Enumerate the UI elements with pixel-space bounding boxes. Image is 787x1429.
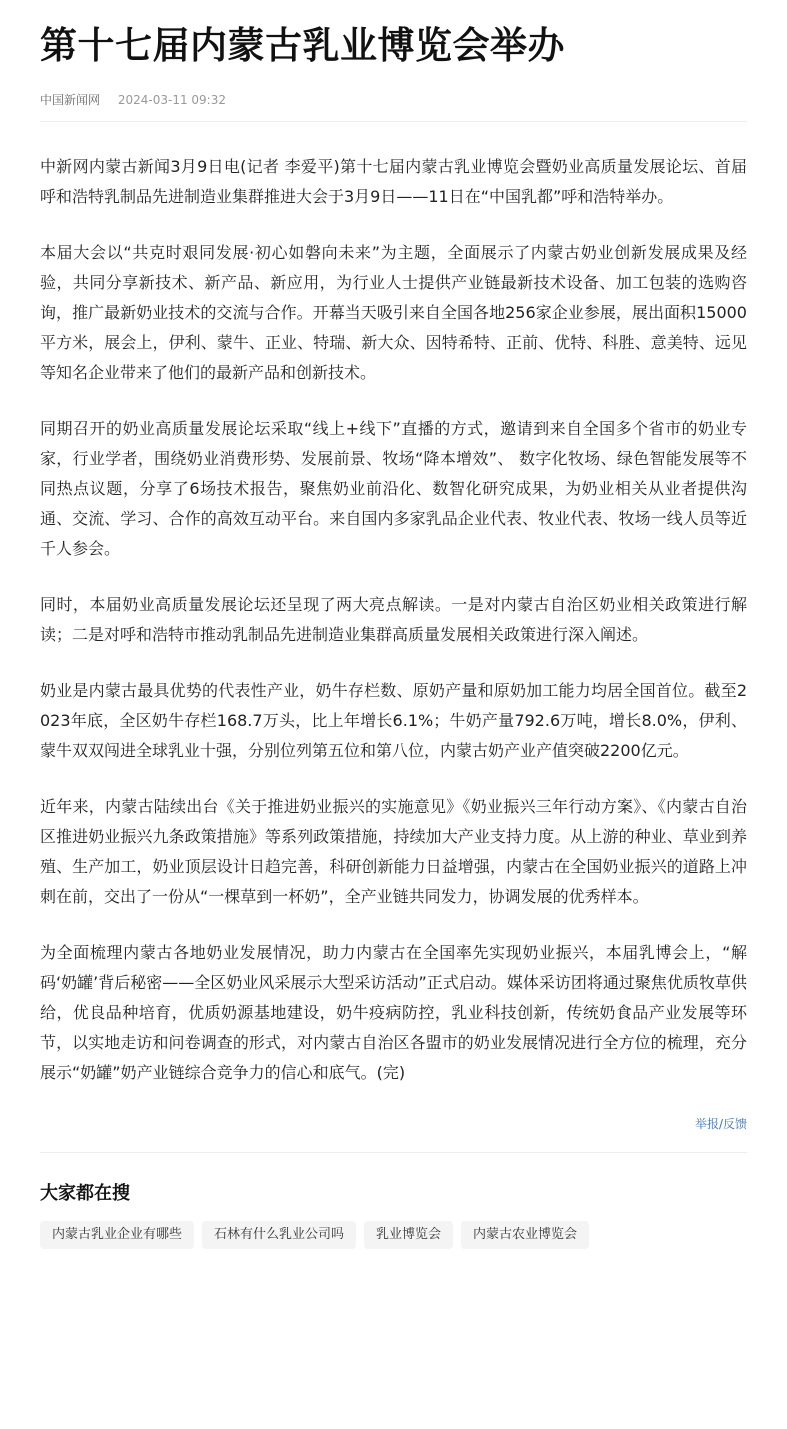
article-paragraph: 奶业是内蒙古最具优势的代表性产业，奶牛存栏数、原奶产量和原奶加工能力均居全国首位。截至2023年底，全区奶牛存栏168.7万头，比上年增长6.1%；牛奶产量792.6万吨，增长8.0%，伊利、蒙牛双双闯进全球乳业十强，分别位列第五位和第八位，内蒙古奶产业产值突破2200亿元。	[40, 681, 747, 760]
article-paragraph: 本届大会以“共克时艰同发展·初心如磐向未来”为主题，全面展示了内蒙古奶业创新发展成果及经验，共同分享新技术、新产品、新应用，为行业人士提供产业链最新技术设备、加工包装的选购咨询，推广最新奶业技术的交流与合作。开幕当天吸引来自全国各地256家企业参展，展出面积15000平方米，展会上，伊利、蒙牛、正业、特瑞、新大众、因特希特、正前、优特、科胜、意美特、远见等知名企业带来了他们的最新产品和创新技术。	[40, 243, 747, 382]
related-search-tags	[40, 1221, 747, 1249]
article-paragraph: 同期召开的奶业高质量发展论坛采取“线上+线下”直播的方式，邀请到来自全国多个省市的奶业专家，行业学者，围绕奶业消费形势、发展前景、牧场“降本增效”、 数字化牧场、绿色智能发展等不同热点议题，分享了6场技术报告，聚焦奶业前沿化、数智化研究成果，为奶业相关从业者提供沟通、交流、学习、合作的高效互动平台。来自国内多家乳品企业代表、牧业代表、牧场一线人员等近千人参会。	[40, 419, 747, 558]
article-datetime: 2024-03-11 09:32	[117, 93, 226, 107]
article-title: 第十七届内蒙古乳业博览会举办	[40, 24, 565, 67]
article-paragraph: 同时，本届奶业高质量发展论坛还呈现了两大亮点解读。一是对内蒙古自治区奶业相关政策进行解读；二是对呼和浩特市推动乳制品先进制造业集群高质量发展相关政策进行深入阐述。	[40, 595, 747, 644]
article-paragraph: 中新网内蒙古新闻3月9日电(记者 李爱平)第十七届内蒙古乳业博览会暨奶业高质量发展论坛、首届呼和浩特乳制品先进制造业集群推进大会于3月9日——11日在“中国乳都”呼和浩特举办。	[40, 157, 747, 206]
search-tag[interactable]: 乳业博览会	[364, 1221, 453, 1249]
article-meta	[40, 90, 747, 110]
title-divider	[40, 121, 747, 122]
report-row	[40, 1114, 747, 1134]
article-paragraph: 近年来，内蒙古陆续出台《关于推进奶业振兴的实施意见》《奶业振兴三年行动方案》、《内蒙古自治区推进奶业振兴九条政策措施》等系列政策措施，持续加大产业支持力度。从上游的种业、草业到养殖、生产加工，奶业顶层设计日趋完善，科研创新能力日益增强，内蒙古在全国奶业振兴的道路上冲刺在前，交出了一份从“一棵草到一杯奶”，全产业链共同发力，协调发展的优秀样本。	[40, 797, 747, 906]
search-tag[interactable]: 石林有什么乳业公司吗	[202, 1221, 356, 1249]
search-tag[interactable]: 内蒙古乳业企业有哪些	[40, 1221, 194, 1249]
related-search-title: 大家都在搜	[40, 1183, 130, 1204]
article-paragraph: 为全面梳理内蒙古各地奶业发展情况，助力内蒙古在全国率先实现奶业振兴，本届乳博会上，“解码‘奶罐’背后秘密——全区奶业风采展示大型采访活动”正式启动。媒体采访团将通过聚焦优质牧草供给，优良品种培育，优质奶源基地建设，奶牛疫病防控，乳业科技创新，传统奶食品产业发展等环节，以实地走访和问卷调查的形式，对内蒙古自治区各盟市的奶业发展情况进行全方位的梳理，充分展示“奶罐”奶产业链综合竞争力的信心和底气。(完)	[40, 943, 747, 1082]
report-feedback-link[interactable]: 举报/反馈	[694, 1117, 747, 1131]
article-body	[40, 152, 747, 1088]
article-source: 中国新闻网	[40, 93, 101, 107]
section-divider	[40, 1152, 747, 1153]
search-tag[interactable]: 内蒙古农业博览会	[461, 1221, 589, 1249]
